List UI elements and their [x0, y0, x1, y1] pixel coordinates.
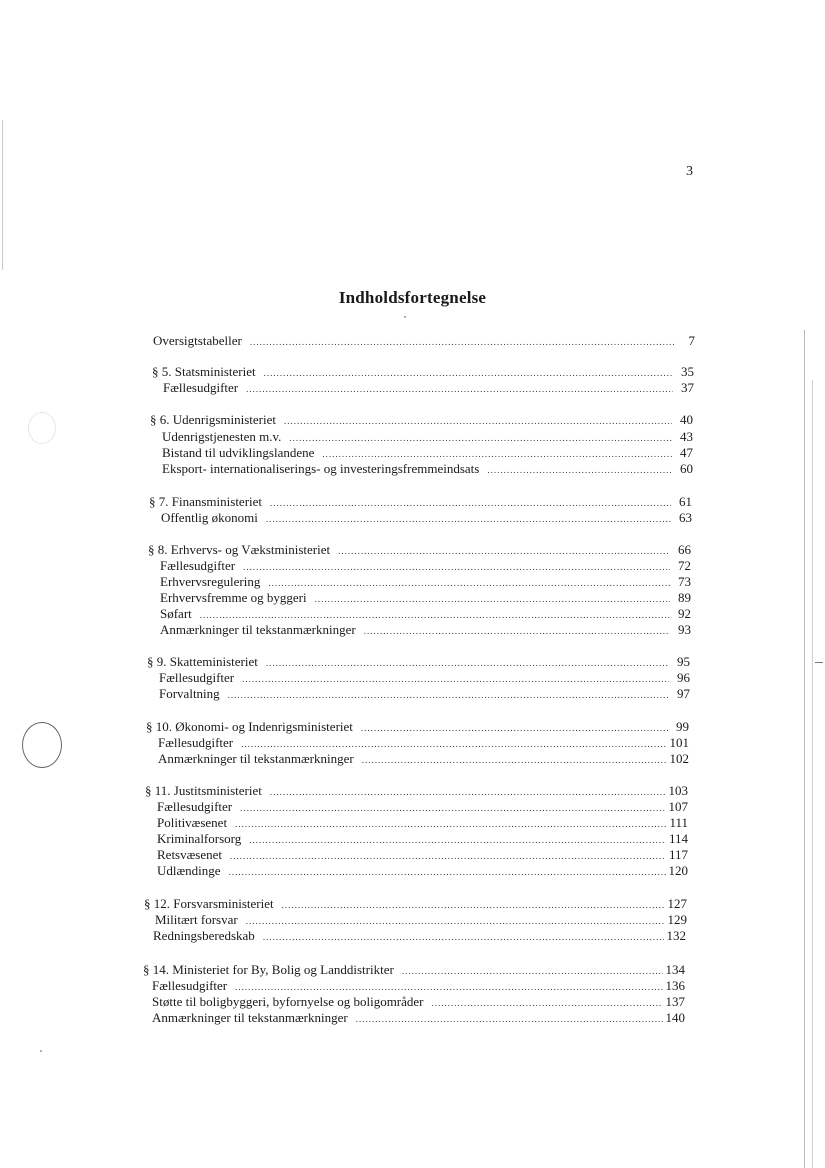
- toc-page: 140: [665, 1010, 685, 1025]
- toc-page: 107: [668, 799, 688, 814]
- toc-label: § 9. Skatteministeriet: [147, 654, 258, 669]
- leader-dots: [270, 495, 671, 511]
- toc-label: § 6. Udenrigsministeriet: [150, 412, 277, 427]
- toc-label: Anmærkninger til tekstanmærkninger: [160, 622, 356, 637]
- leader-dots: [235, 816, 666, 832]
- toc-page: 61: [679, 494, 692, 509]
- toc-row-subitem[interactable]: [160, 558, 691, 574]
- toc-row-subitem[interactable]: [158, 735, 689, 751]
- toc-label: Støtte til boligbyggeri, byfornyelse og boligområder: [152, 994, 424, 1009]
- toc-row-section-10[interactable]: [146, 719, 689, 735]
- toc-row-section-9[interactable]: [147, 654, 690, 670]
- leader-dots: [242, 671, 669, 687]
- toc-page: 136: [665, 978, 685, 993]
- toc-row-subitem[interactable]: [162, 429, 693, 445]
- toc-page: 40: [680, 412, 693, 427]
- toc-row-subitem[interactable]: [159, 686, 690, 702]
- leader-dots: [266, 655, 669, 671]
- toc-row-subitem[interactable]: [157, 847, 688, 863]
- toc-label: § 5. Statsministeriet: [152, 364, 256, 379]
- leader-dots: [200, 607, 670, 623]
- toc-row-subitem[interactable]: [158, 751, 689, 767]
- leader-dots: [270, 784, 666, 800]
- leader-dots: [235, 979, 662, 995]
- toc-label: Anmærkninger til tekstanmærkninger: [152, 1010, 348, 1025]
- leader-dots: [361, 720, 668, 736]
- leader-dots: [315, 591, 670, 607]
- leader-dots: [230, 848, 666, 864]
- leader-dots: [263, 929, 664, 945]
- toc-row-subitem[interactable]: [152, 978, 685, 994]
- leader-dots: [322, 446, 672, 462]
- toc-row-subitem[interactable]: [161, 510, 692, 526]
- toc-label: Retsvæsenet: [157, 847, 222, 862]
- toc-row-subitem[interactable]: [155, 912, 687, 928]
- toc-label: § 10. Økonomi- og Indenrigsministeriet: [146, 719, 353, 734]
- toc-page: 99: [676, 719, 689, 734]
- toc-page: 37: [681, 380, 694, 395]
- toc-label: Fællesudgifter: [158, 735, 234, 750]
- leader-dots: [289, 430, 672, 446]
- toc-label: Militært forsvar: [155, 912, 238, 927]
- toc-label: Kriminalforsorg: [157, 831, 242, 846]
- toc-page: 101: [669, 735, 689, 750]
- toc-label: § 8. Erhvervs- og Vækstministeriet: [148, 542, 331, 557]
- toc-row-section-11[interactable]: [145, 783, 688, 799]
- leader-dots: [246, 381, 673, 397]
- toc-page: 92: [678, 606, 691, 621]
- toc-page: 102: [669, 751, 689, 766]
- toc-row-section-12[interactable]: [144, 896, 687, 912]
- toc-page: 35: [681, 364, 694, 379]
- leader-dots: [228, 687, 669, 703]
- leader-dots: [356, 1011, 663, 1027]
- toc-row-subitem[interactable]: [160, 590, 691, 606]
- toc-page: 117: [668, 847, 688, 862]
- toc-label: Eksport- internationaliserings- og investeringsfremmeindsats: [162, 461, 480, 476]
- toc-label: Fællesudgifter: [163, 380, 239, 395]
- toc-page: 47: [680, 445, 693, 460]
- toc-label: Søfart: [160, 606, 192, 621]
- toc-page: 43: [680, 429, 693, 444]
- toc-label: Fællesudgifter: [157, 799, 233, 814]
- leader-dots: [240, 800, 665, 816]
- leader-dots: [364, 623, 670, 639]
- leader-dots: [282, 897, 665, 913]
- toc-label: § 7. Finansministeriet: [149, 494, 263, 509]
- leader-dots: [229, 864, 666, 880]
- leader-dots: [402, 963, 663, 979]
- leader-dots: [487, 462, 672, 478]
- toc-row-subitem[interactable]: [157, 863, 688, 879]
- toc-page: 63: [679, 510, 692, 525]
- toc-row-section-14[interactable]: [143, 962, 685, 978]
- toc-page: 96: [677, 670, 690, 685]
- leader-dots: [338, 543, 670, 559]
- toc-label: Offentlig økonomi: [161, 510, 258, 525]
- toc-page: 7: [688, 333, 695, 348]
- leader-dots: [249, 832, 666, 848]
- leader-dots: [432, 995, 663, 1011]
- toc-label: Anmærkninger til tekstanmærkninger: [158, 751, 354, 766]
- toc-row-oversigtstabeller[interactable]: [153, 333, 695, 349]
- toc-label: Redningsberedskab: [153, 928, 255, 943]
- toc-label: § 12. Forsvarsministeriet: [144, 896, 274, 911]
- leader-dots: [243, 559, 670, 575]
- toc-label: Fællesudgifter: [159, 670, 235, 685]
- leader-dots: [284, 413, 672, 429]
- toc-page: 134: [665, 962, 685, 977]
- toc-page: 103: [668, 783, 688, 798]
- toc-label: Oversigtstabeller: [153, 333, 242, 348]
- toc-page: 111: [669, 815, 688, 830]
- toc-label: Fællesudgifter: [160, 558, 236, 573]
- toc-label: Forvaltning: [159, 686, 220, 701]
- toc-row-subitem[interactable]: [157, 799, 688, 815]
- toc-label: Erhvervsregulering: [160, 574, 261, 589]
- toc-row-subitem[interactable]: [152, 1010, 685, 1026]
- leader-dots: [268, 575, 670, 591]
- leader-dots: [266, 511, 671, 527]
- leader-dots: [250, 334, 674, 350]
- toc-row-subitem[interactable]: [160, 622, 691, 638]
- toc-row-subitem[interactable]: [157, 831, 688, 847]
- toc-row-subitem[interactable]: [159, 670, 690, 686]
- toc-row-subitem[interactable]: [162, 445, 693, 461]
- toc-page: 73: [678, 574, 691, 589]
- toc-row-section-6[interactable]: [150, 412, 693, 428]
- toc-label: § 11. Justitsministeriet: [145, 783, 262, 798]
- toc-page: 97: [677, 686, 690, 701]
- toc-page: 72: [678, 558, 691, 573]
- toc-page: 120: [668, 863, 688, 878]
- toc-row-section-8[interactable]: [148, 542, 691, 558]
- toc-row-subitem[interactable]: [153, 928, 686, 944]
- toc-row-subitem[interactable]: [152, 994, 685, 1010]
- toc-label: Fællesudgifter: [152, 978, 228, 993]
- toc-label: Udlændinge: [157, 863, 221, 878]
- leader-dots: [241, 736, 666, 752]
- toc-label: Politivæsenet: [157, 815, 228, 830]
- toc-row-section-7[interactable]: [149, 494, 692, 510]
- toc-label: Udenrigstjenesten m.v.: [162, 429, 282, 444]
- toc-page: 95: [677, 654, 690, 669]
- toc-row-subitem[interactable]: [157, 815, 688, 831]
- toc-page: 132: [666, 928, 686, 943]
- toc-row-subitem[interactable]: [163, 380, 694, 396]
- toc-page: 127: [667, 896, 687, 911]
- toc-page: 66: [678, 542, 691, 557]
- toc-page: 129: [667, 912, 687, 927]
- toc-page: 89: [678, 590, 691, 605]
- toc-page: 93: [678, 622, 691, 637]
- toc-label: Erhvervsfremme og byggeri: [160, 590, 307, 605]
- leader-dots: [362, 752, 667, 768]
- toc-row-subitem[interactable]: [162, 461, 693, 477]
- toc-label: Bistand til udviklingslandene: [162, 445, 315, 460]
- page-number: 3: [686, 164, 693, 179]
- toc-label: § 14. Ministeriet for By, Bolig og Landdistrikter: [143, 962, 394, 977]
- toc-page: 60: [680, 461, 693, 476]
- toc-row-subitem[interactable]: [160, 574, 691, 590]
- toc-page: 114: [668, 831, 688, 846]
- page-title: Indholdsfortegnelse: [338, 288, 487, 307]
- toc-page: 137: [665, 994, 685, 1009]
- leader-dots: [246, 913, 665, 929]
- toc-row-section-5[interactable]: [152, 364, 694, 380]
- toc-row-subitem[interactable]: [160, 606, 691, 622]
- leader-dots: [264, 365, 673, 381]
